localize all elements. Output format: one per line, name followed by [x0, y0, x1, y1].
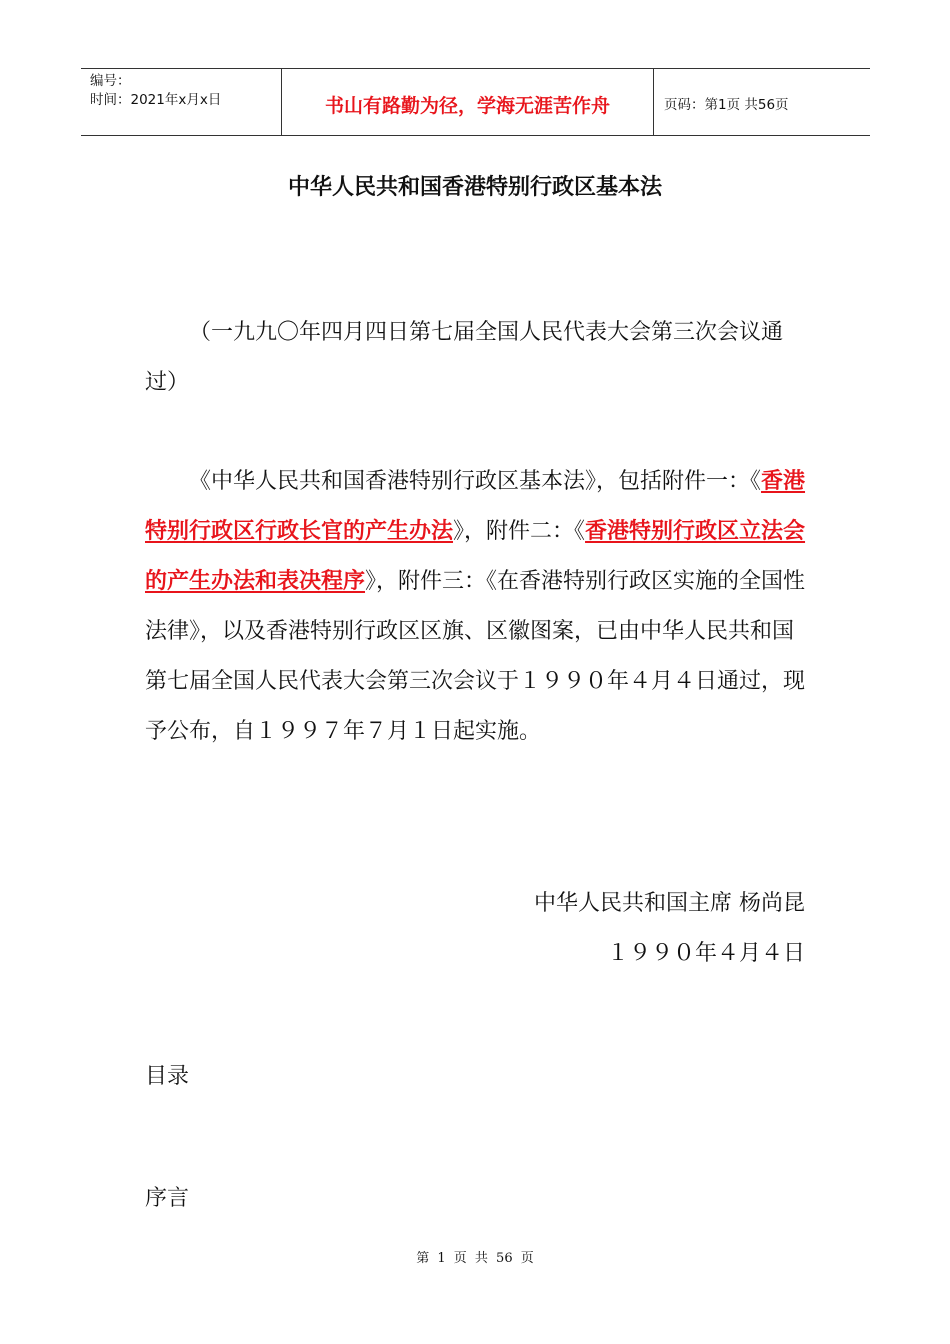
annex2-link[interactable]: 香港特别行政区立法会的产生办法和表决程序	[145, 519, 806, 594]
page-footer: 第 1 页 共 56 页	[416, 1251, 534, 1266]
motto-text: 书山有路勤为径，学海无涯苦作舟	[324, 94, 610, 117]
page-info: 页码：第1页 共56页	[664, 97, 789, 113]
annex1-link[interactable]: 香港特别行政区行政长官的产生办法	[145, 469, 806, 544]
preface-heading: 序言	[145, 1186, 190, 1211]
adoption-note: （一九九〇年四月四日第七届全国人民代表大会第三次会议通过）	[145, 320, 784, 395]
sign-date: １９９０年４月４日	[606, 941, 805, 966]
toc-heading: 目录	[145, 1064, 190, 1089]
promulgation-paragraph	[145, 457, 815, 757]
document-title: 中华人民共和国香港特别行政区基本法	[287, 175, 662, 200]
header-table	[81, 68, 870, 136]
promulgation-text-2: 》，附件二：《	[453, 519, 586, 544]
header-motto-cell	[281, 69, 654, 135]
promulgation-text-3: 》，附件三：《在香港特别行政区实施的全国性法律》，以及香港特别行政区区旗、区徽图案，已由中华人民共和国第七届全国人民代表大会第三次会议于１９９０年４月４日通过，现予公布，自１９９７年７月１日起实施。	[145, 569, 806, 744]
header-page-cell	[654, 69, 870, 135]
header-meta-cell	[81, 69, 281, 135]
time-label: 时间：2021年x月x日	[90, 92, 222, 108]
promulgation-text-1: 《中华人民共和国香港特别行政区基本法》，包括附件一：《	[189, 469, 762, 494]
number-label: 编号：	[90, 73, 131, 89]
signatory: 中华人民共和国主席 杨尚昆	[534, 891, 805, 916]
